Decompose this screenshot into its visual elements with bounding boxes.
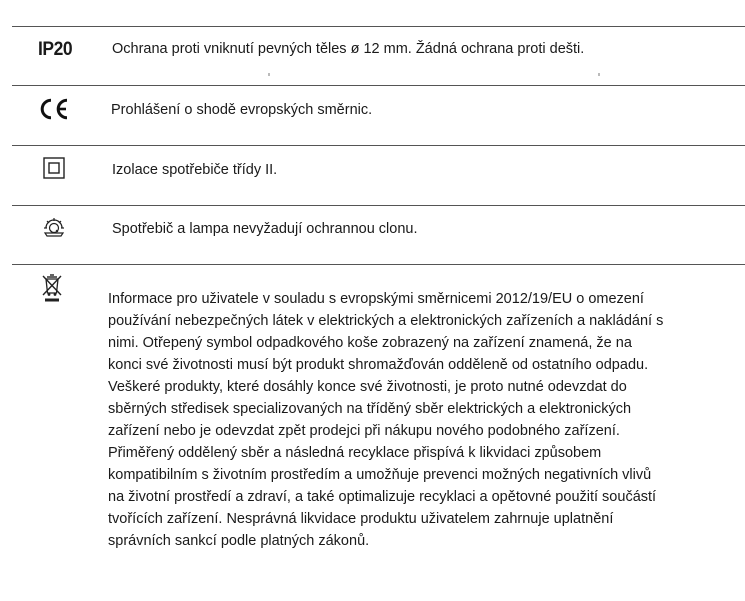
paragraph-line: tvořících zařízení. Nesprávná likvidace produktu uživatelem zahrnuje uplatnění [108,511,614,527]
row-divider [12,205,745,206]
paragraph-line: sběrných středisek specializovaných na tříděný sběr elektrických a elektronických [108,401,632,417]
paragraph-line: Přiměřený oddělený sběr a následná recyklace přispívá k likvidaci způsobem [108,445,602,461]
no-protective-shield-icon [42,215,66,239]
paragraph-line: používání nebezpečných látek v elektrických a elektronických zařízeních a nakládání s [108,313,664,329]
row-divider [12,264,745,265]
paragraph-line: Veškeré produkty, které dosáhly konce své životnosti, je proto nutné odevzdat do [108,379,627,395]
paragraph-line: Informace pro uživatele v souladu s evropskými směrnicemi 2012/19/EU o omezení [108,291,644,307]
ip20-description: Ochrana proti vniknutí pevných těles ø 12 mm. Žádná ochrana proti dešti. [112,41,585,57]
crossed-wheelie-bin-icon [41,273,63,303]
class-ii-insulation-icon [43,156,65,180]
class-ii-description: Izolace spotřebiče třídy II. [112,162,278,178]
paragraph-line: zařízení nebo je odevzdat zpět prodejci při nákupu nového podobného zařízení. [108,423,620,439]
paragraph-line: nimi. Otřepený symbol odpadkového koše zobrazený na zařízení znamená, že na [108,335,632,351]
weee-paragraph [108,288,733,552]
paragraph-line: na životní prostředí a zdraví, a také optimalizuje recyklaci a opětovné použití součástí [108,489,657,505]
row-divider [12,85,745,86]
scan-artifact [268,73,270,76]
ce-mark-icon [38,96,70,122]
ce-description: Prohlášení o shodě evropských směrnic. [111,102,373,118]
row-divider [12,145,745,146]
ip20-label: IP20 [38,39,73,60]
lamp-description: Spotřebič a lampa nevyžadují ochrannou clonu. [112,221,418,237]
paragraph-line: správních sankcí podle platných zákonů. [108,533,370,549]
row-divider [12,26,745,27]
paragraph-line: kompatibilním s životním prostředím a umožňuje prevenci možných negativních vlivů [108,467,652,483]
scan-artifact [598,73,600,76]
paragraph-line: konci své životnosti musí být produkt shromažďován odděleně od ostatního odpadu. [108,357,649,373]
